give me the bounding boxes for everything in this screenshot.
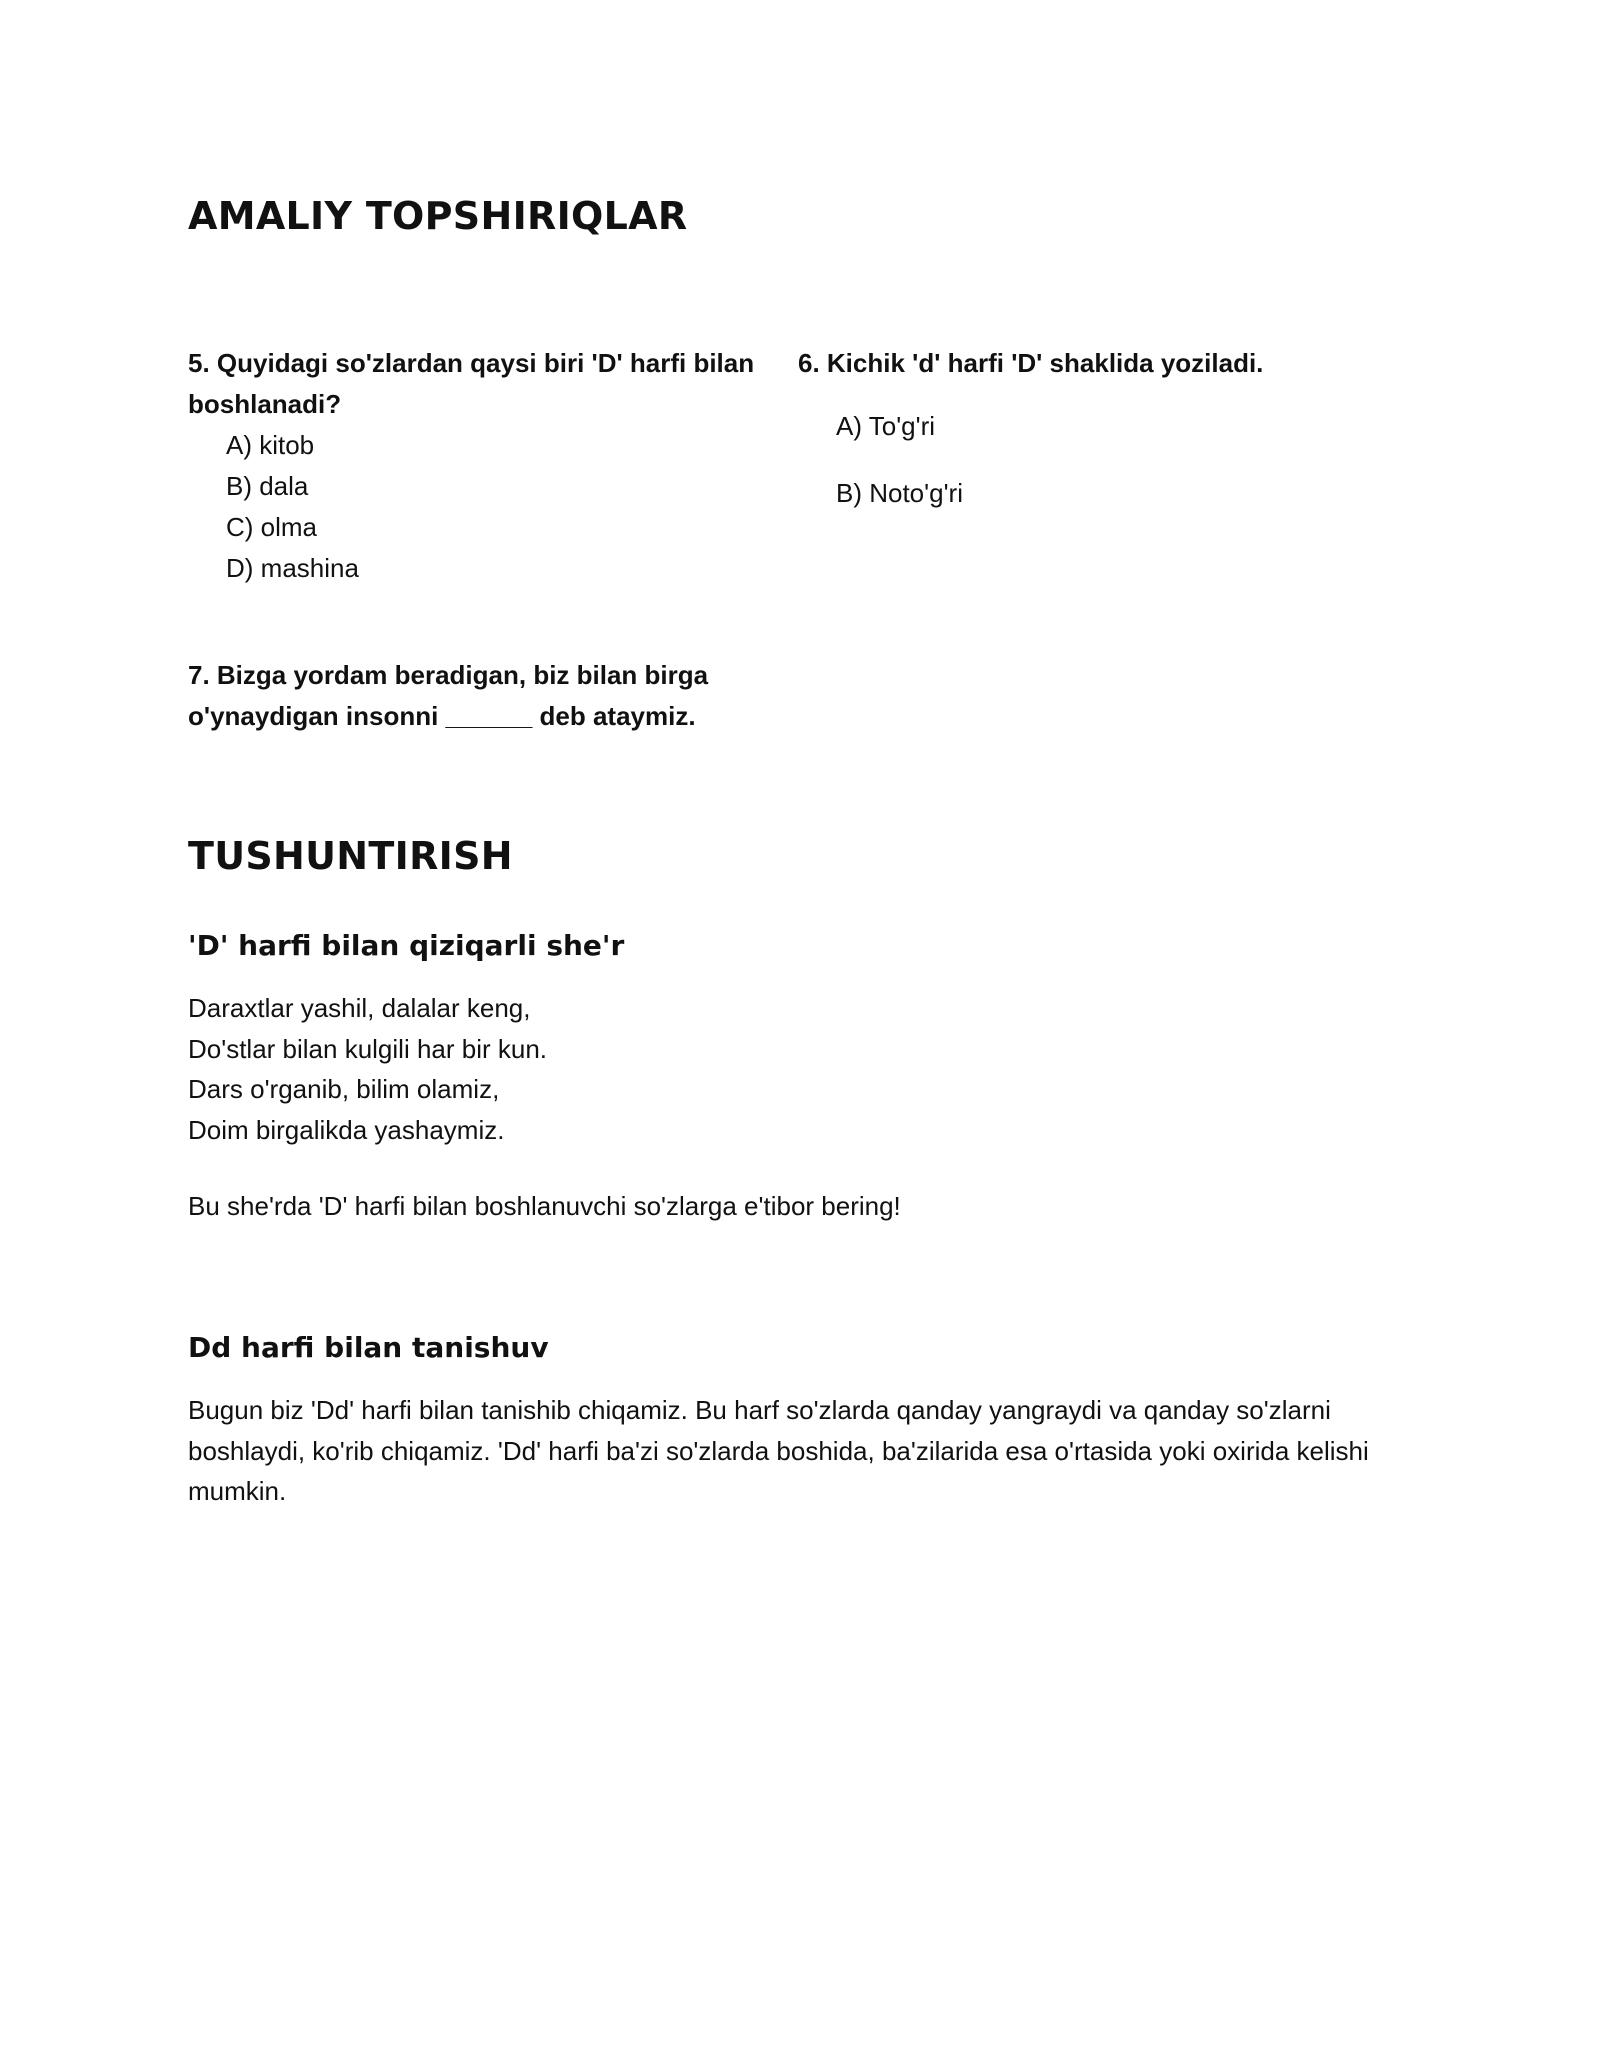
poem-line: Dars o'rganib, bilim olamiz, — [188, 1074, 500, 1104]
option-d: D) mashina — [226, 553, 359, 583]
option-a: A) To'g'ri — [836, 411, 936, 441]
question-6 — [798, 343, 1418, 540]
question-6-text: 6. Kichik 'd' harfi 'D' shaklida yoziladi. — [798, 348, 1264, 378]
option-b: B) Noto'g'ri — [836, 478, 963, 508]
question-7 — [188, 655, 728, 737]
question-7-text: 7. Bizga yordam beradigan, biz bilan birga o'ynaydigan insonni ______ deb ataymiz. — [188, 660, 709, 731]
question-5-options — [188, 425, 768, 589]
poem-line: Do'stlar bilan kulgili har bir kun. — [188, 1033, 548, 1064]
poem — [188, 988, 547, 1150]
poem-line: Daraxtlar yashil, dalalar keng, — [188, 993, 531, 1023]
intro-heading: Dd harfi bilan tanishuv — [188, 1331, 549, 1364]
poem-line: Doim birgalikda yashaymiz. — [188, 1114, 505, 1145]
question-5-text: 5. Quyidagi so'zlardan qaysi biri 'D' harfi bilan boshlanadi? — [188, 348, 755, 419]
poem-heading: 'D' harfi bilan qiziqarli she'r — [188, 929, 625, 962]
page-title: AMALIY TOPSHIRIQLAR — [188, 194, 688, 238]
option-c: C) olma — [226, 512, 318, 542]
poem-note: Bu she'rda 'D' harfi bilan boshlanuvchi so'zlarga e'tibor bering! — [188, 1191, 901, 1221]
intro-paragraph: Bugun biz 'Dd' harfi bilan tanishib chiqamiz. Bu harf so'zlarda qanday yangraydi va qanday so'zlarni boshlaydi, ko'rib chiqamiz. 'Dd' harfi ba'zi so'zlarda boshida, ba'zilarida esa o'rtasida yoki oxirida kelishi mumkin. — [188, 1395, 1369, 1506]
question-6-options — [798, 406, 1418, 514]
option-a: A) kitob — [226, 430, 315, 460]
option-b: B) dala — [226, 471, 309, 501]
question-5 — [188, 343, 768, 589]
explanation-title: TUSHUNTIRISH — [188, 834, 513, 878]
